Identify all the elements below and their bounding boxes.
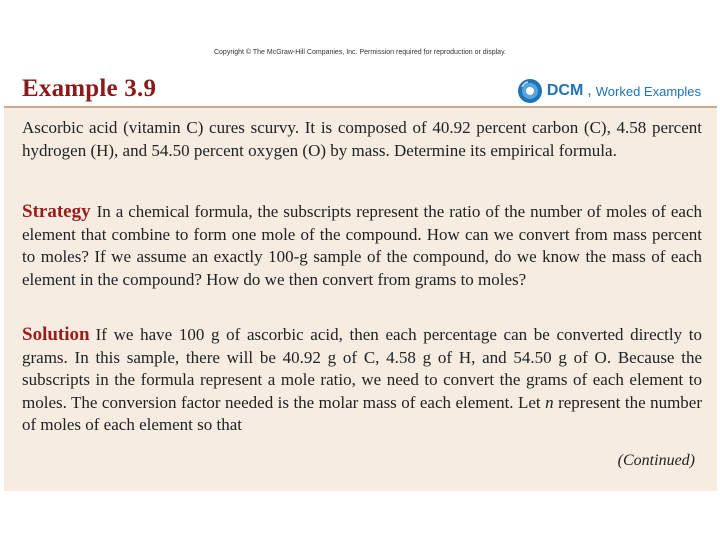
header-divider — [4, 106, 717, 108]
example-title: Example 3.9 — [22, 75, 157, 102]
solution-heading: Solution — [22, 324, 90, 345]
continued-note: (Continued) — [617, 452, 695, 469]
strategy-text: In a chemical formula, the subscripts represent the ratio of the number of moles of each element that combine to form one mole of the compound. How can we convert from mass percent to moles? If we assume an exactly 100-g sample of the compound, do we know the mass of each element in the compound? How do we then convert from grams to moles? — [22, 202, 702, 289]
dcm-label: DCM — [546, 82, 584, 99]
example-panel — [4, 64, 717, 491]
solution-text-before: If we have 100 g of ascorbic acid, then each percentage can be converted directly to grams. In this sample, there will be 40.92 g of C, 4.58 g of H, and 54.50 g of O. Because the subscripts in the formula represent a mole ratio, we need to convert the grams of each element to moles. The conversion factor needed is the molar mass of each element. Let — [22, 325, 702, 412]
dcm-worked-examples-link[interactable] — [517, 78, 701, 104]
dcm-comma: , — [587, 82, 592, 99]
solution-variable-n: n — [545, 392, 554, 412]
worked-examples-label: Worked Examples — [595, 83, 701, 99]
problem-statement: Ascorbic acid (vitamin C) cures scurvy. It is composed of 40.92 percent carbon (C), 4.58 percent hydrogen (H), and 54.50 percent oxygen (O) by mass. Determine its empirical formula. — [22, 118, 702, 160]
example-header — [4, 64, 717, 106]
solution-paragraph — [22, 324, 702, 437]
solution-text-after: represent the number of moles of each element so that — [22, 392, 703, 434]
strategy-heading: Strategy — [22, 201, 91, 222]
copyright-notice: Copyright © The McGraw-Hill Companies, Inc. Permission required for reproduction or display. — [213, 49, 506, 56]
cd-disc-icon — [517, 78, 543, 104]
strategy-paragraph — [22, 201, 702, 291]
